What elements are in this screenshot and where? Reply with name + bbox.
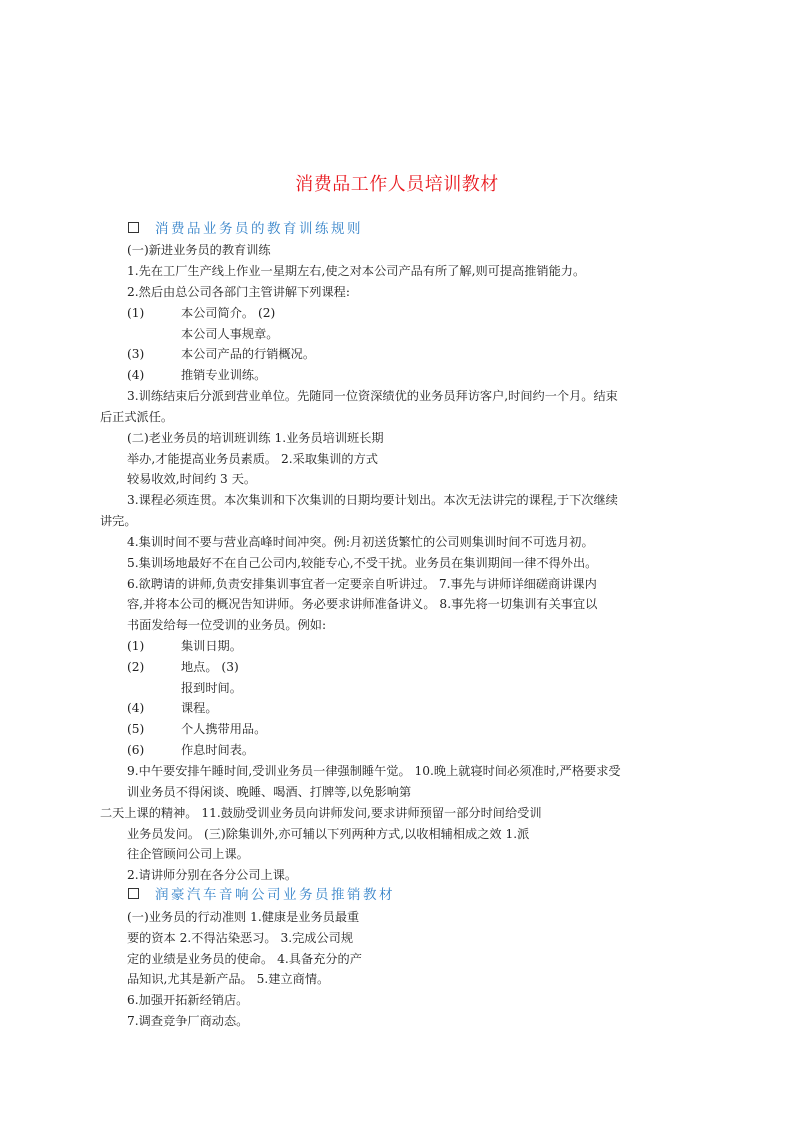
text-line: (一)业务员的行动准则 1.健康是业务员最重 [127, 910, 360, 924]
text-line: 书面发给每一位受训的业务员。例如: [127, 618, 327, 632]
text-line: 6.加强开拓新经销店。 [127, 993, 249, 1007]
list-item [127, 346, 315, 362]
list-text: 本公司人事规章。 [181, 327, 279, 341]
list-number: (4) [127, 368, 145, 382]
text-line: 讲完。 [100, 514, 137, 528]
text-line: 往企管顾问公司上课。 [127, 847, 249, 861]
section-heading-text: 消费品业务员的教育训练规则 [155, 221, 363, 237]
text-line: 业务员发问。 (三)除集训外,亦可辅以下列两种方式,以收相辅相成之效 1.派 [127, 827, 530, 841]
text-line: 1.先在工厂生产线上作业一星期左右,使之对本公司产品有所了解,则可提高推销能力。 [127, 264, 586, 278]
list-text: 报到时间。 [181, 681, 242, 695]
list-text: 个人携带用品。 [181, 722, 267, 736]
list-text: 本公司产品的行销概况。 [181, 347, 316, 361]
list-item [127, 305, 275, 321]
list-text: 集训日期。 [181, 639, 242, 653]
text-line: 7.调查竞争厂商动态。 [127, 1014, 249, 1028]
list-number: (1) [127, 306, 145, 320]
text-line: 训业务员不得闲谈、晚睡、喝酒、打牌等,以免影响第 [127, 785, 412, 799]
text-line: 2.请讲师分别在各分公司上课。 [127, 868, 298, 882]
text-line: 品知识,尤其是新产品。 5.建立商情。 [127, 972, 330, 986]
list-item [127, 700, 218, 716]
text-line: (一)新进业务员的教育训练 [127, 243, 271, 257]
text-line: 3.训练结束后分派到营业单位。先随同一位资深绩优的业务员拜访客户,时间约一个月。结束 [127, 389, 618, 403]
text-line: 举办,才能提高业务员素质。 2.采取集训的方式 [127, 452, 378, 466]
list-number: (6) [127, 743, 145, 757]
list-item [127, 367, 266, 383]
text-line: (二)老业务员的培训班训练 1.业务员培训班长期 [127, 431, 384, 445]
section-heading-text: 润豪汽车音响公司业务员推销教材 [155, 887, 395, 903]
list-item [127, 680, 242, 696]
text-line: 9.中午要安排午睡时间,受训业务员一律强制睡午觉。 10.晚上就寝时间必须准时,严格要求受 [127, 764, 621, 778]
text-line: 要的资本 2.不得沾染恶习。 3.完成公司规 [127, 931, 354, 945]
list-text: 本公司简介。 (2) [181, 306, 276, 320]
text-line: 2.然后由总公司各部门主管讲解下列课程: [127, 285, 350, 299]
list-text: 课程。 [181, 701, 218, 715]
list-number: (3) [127, 347, 145, 361]
text-line: 容,并将本公司的概况告知讲师。务必要求讲师准备讲义。 8.事先将一切集训有关事宜以 [127, 597, 598, 611]
list-item [127, 742, 254, 758]
text-line: 定的业绩是业务员的使命。 4.具备充分的产 [127, 952, 362, 966]
list-number: (2) [127, 660, 145, 674]
section-heading-2 [128, 887, 395, 903]
list-text: 地点。 (3) [181, 660, 239, 674]
text-line: 4.集训时间不要与营业高峰时间冲突。例:月初送货繁忙的公司则集训时间不可选月初。 [127, 535, 594, 549]
text-line: 5.集训场地最好不在自己公司内,较能专心,不受干扰。业务员在集训期间一律不得外出。 [127, 556, 598, 570]
list-item [127, 721, 266, 737]
list-item [127, 659, 239, 675]
text-line: 3.课程必须连贯。本次集训和下次集训的日期均要计划出。本次无法讲完的课程,于下次继续 [127, 493, 618, 507]
text-line: 6.欲聘请的讲师,负责安排集训事宜者一定要亲自听讲过。 7.事先与讲师详细磋商讲课内 [127, 577, 597, 591]
checkbox-bullet-icon [128, 888, 139, 899]
checkbox-bullet-icon [128, 222, 139, 233]
text-line: 二天上课的精神。 11.鼓励受训业务员向讲师发问,要求讲师预留一部分时间给受训 [100, 806, 542, 820]
list-item [127, 326, 279, 342]
text-line: 后正式派任。 [100, 410, 174, 424]
list-number: (5) [127, 722, 145, 736]
list-item [127, 638, 242, 654]
list-text: 作息时间表。 [181, 743, 255, 757]
list-text: 推销专业训练。 [181, 368, 267, 382]
list-number: (1) [127, 639, 145, 653]
list-number: (4) [127, 701, 145, 715]
section-heading-1 [128, 221, 363, 237]
text-line: 较易收效,时间约 3 天。 [127, 472, 257, 486]
document-title: 消费品工作人员培训教材 [295, 174, 499, 195]
